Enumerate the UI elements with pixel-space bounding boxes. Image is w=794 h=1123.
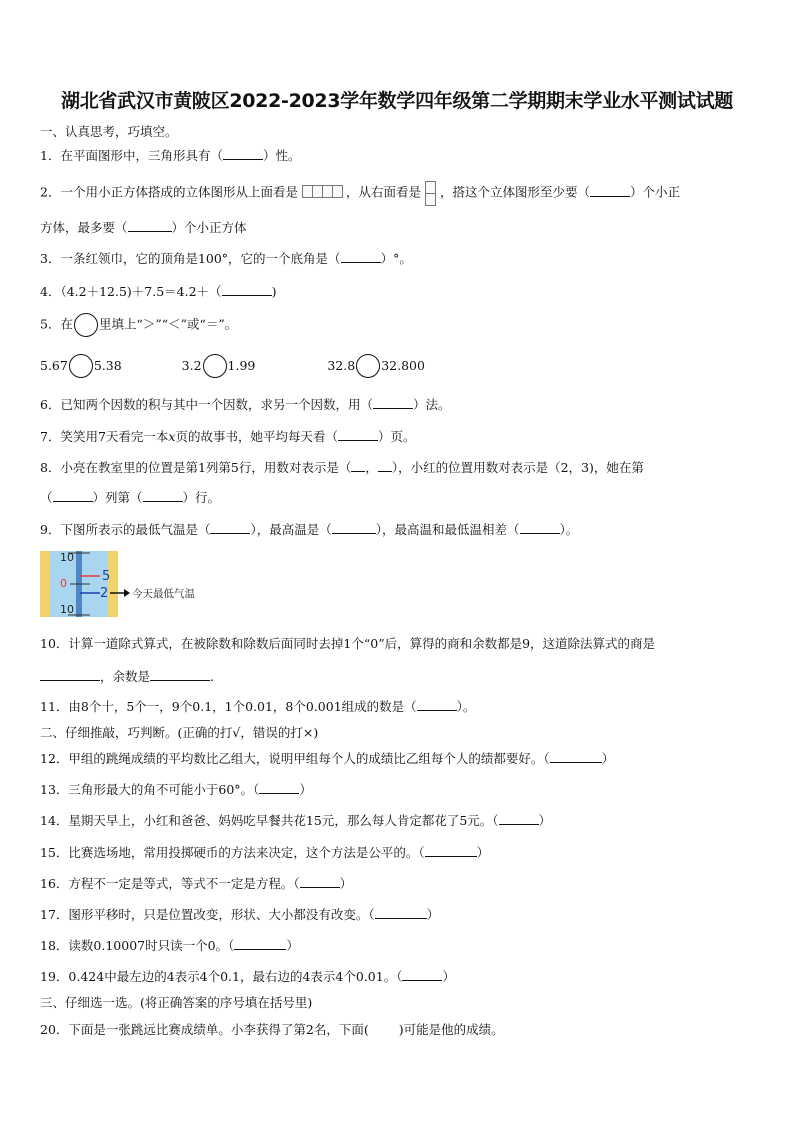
answer-blank[interactable] xyxy=(332,521,376,534)
thermometer-figure xyxy=(40,551,240,617)
answer-blank[interactable] xyxy=(375,906,427,919)
question-13: 13．三角形最大的角不可能小于60°。（ ） xyxy=(40,782,312,797)
question-8: 8．小亮在教室里的位置是第1列第5行，用数对表示是（ ， ），小红的位置用数对表示是（2，3)，她在第 xyxy=(40,460,644,475)
answer-blank[interactable] xyxy=(341,250,381,263)
answer-blank[interactable] xyxy=(378,459,392,472)
question-5: 5．在 里填上“＞”“＜”或“＝”。 xyxy=(40,313,237,337)
answer-blank[interactable] xyxy=(499,812,539,825)
arrow-head-icon xyxy=(124,589,130,597)
compare-circle-icon xyxy=(74,313,98,337)
question-10: 10．计算一道除式算式，在被除数和除数后面同时去掉1个“0”后，算得的商和余数都是9，这道除法算式的商是 xyxy=(40,636,656,651)
compare-circle-3[interactable] xyxy=(356,354,380,378)
section-heading-2: 二、仔细推敲，巧判断。(正确的打√，错误的打×) xyxy=(40,725,319,740)
question-9: 9．下图所表示的最低气温是（ ），最高温是（ ），最高温和最低温相差（ ）。 xyxy=(40,522,579,537)
answer-blank[interactable] xyxy=(210,521,250,534)
top-view-cubes-icon xyxy=(302,185,342,201)
question-20: 20．下面是一张跳远比赛成绩单。小李获得了第2名，下面( )可能是他的成绩。 xyxy=(40,1022,504,1037)
question-12: 12．甲组的跳绳成绩的平均数比乙组大，说明甲组每个人的成绩比乙组每个人的绩都要好。（ ） xyxy=(40,751,615,766)
question-19: 19．0.424中最左边的4表示4个0.1，最右边的4表示4个0.01。（ ） xyxy=(40,969,455,984)
section-heading-1: 一、认真思考，巧填空。 xyxy=(40,124,178,139)
question-2-cont: 方体，最多要（ ）个小正方体 xyxy=(40,220,247,235)
answer-blank[interactable] xyxy=(417,698,457,711)
question-8-cont: （ ）列第（ ）行。 xyxy=(40,490,221,505)
answer-blank[interactable] xyxy=(234,937,286,950)
answer-blank[interactable] xyxy=(40,668,100,681)
scale-label-10-bottom: 10 xyxy=(60,603,74,616)
page-title: 湖北省武汉市黄陂区2022-2023学年数学四年级第二学期期末学业水平测试试题 xyxy=(61,90,733,112)
right-view-cubes-icon xyxy=(425,181,436,205)
answer-blank[interactable] xyxy=(259,781,299,794)
lowest-temp-caption: 今天最低气温 xyxy=(132,588,195,600)
question-3: 3．一条红领巾，它的顶角是100°，它的一个底角是（ ）°。 xyxy=(40,251,412,266)
scale-label-0: 0 xyxy=(60,577,67,590)
question-15: 15．比赛选场地，常用投掷硬币的方法来决定，这个方法是公平的。（ ） xyxy=(40,845,490,860)
answer-blank[interactable] xyxy=(520,521,560,534)
answer-blank[interactable] xyxy=(369,1022,399,1034)
thermometer-frame-right xyxy=(108,551,118,617)
question-7: 7．笑笑用7天看完一本x页的故事书，她平均每天看（ ）页。 xyxy=(40,429,416,444)
question-14: 14．星期天早上，小红和爸爸、妈妈吃早餐共花15元，那么每人肯定都花了5元。（ ） xyxy=(40,813,552,828)
answer-blank[interactable] xyxy=(351,459,365,472)
answer-blank[interactable] xyxy=(150,668,210,681)
compare-circle-2[interactable] xyxy=(203,354,227,378)
scale-label-10-top: 10 xyxy=(60,551,74,564)
question-2: 2．一个用小正方体搭成的立体图形从上面看是 ，从右面看是 ，搭这个立体图形至少要（ ）个小正 xyxy=(40,181,680,205)
answer-blank[interactable] xyxy=(53,489,93,502)
compare-circle-1[interactable] xyxy=(69,354,93,378)
answer-blank[interactable] xyxy=(402,968,442,981)
answer-blank[interactable] xyxy=(590,184,630,197)
answer-blank[interactable] xyxy=(373,396,413,409)
question-6: 6．已知两个因数的积与其中一个因数，求另一个因数，用（ ）法。 xyxy=(40,397,451,412)
question-18: 18．读数0.10007时只读一个0。（ ） xyxy=(40,938,299,953)
answer-blank[interactable] xyxy=(338,428,378,441)
question-17: 17．图形平移时，只是位置改变，形状、大小都没有改变。（ ） xyxy=(40,907,440,922)
section-heading-3: 三、仔细选一选。(将正确答案的序号填在括号里) xyxy=(40,995,313,1010)
high-temp-label: 5 xyxy=(102,569,111,584)
question-4: 4．（4.2＋12.5)＋7.5＝4.2＋（ ) xyxy=(40,284,277,299)
answer-blank[interactable] xyxy=(143,489,183,502)
question-10-cont: ，余数是 . xyxy=(40,667,214,685)
answer-blank[interactable] xyxy=(223,147,263,160)
answer-blank[interactable] xyxy=(300,875,340,888)
answer-blank[interactable] xyxy=(128,219,172,232)
question-1: 1．在平面图形中，三角形具有（ ）性。 xyxy=(40,148,301,163)
question-16: 16．方程不一定是等式，等式不一定是方程。（ ） xyxy=(40,876,353,891)
answer-blank[interactable] xyxy=(222,283,272,296)
question-5-comparisons: 5.67 5.38 3.2 1.99 32.8 32.800 xyxy=(40,354,425,378)
answer-blank[interactable] xyxy=(550,750,602,763)
low-temp-label: 2 xyxy=(100,586,109,601)
question-11: 11．由8个十，5个一，9个0.1，1个0.01，8个0.001组成的数是（ ）。 xyxy=(40,699,476,714)
answer-blank[interactable] xyxy=(425,844,477,857)
thermometer-frame-left xyxy=(40,551,50,617)
